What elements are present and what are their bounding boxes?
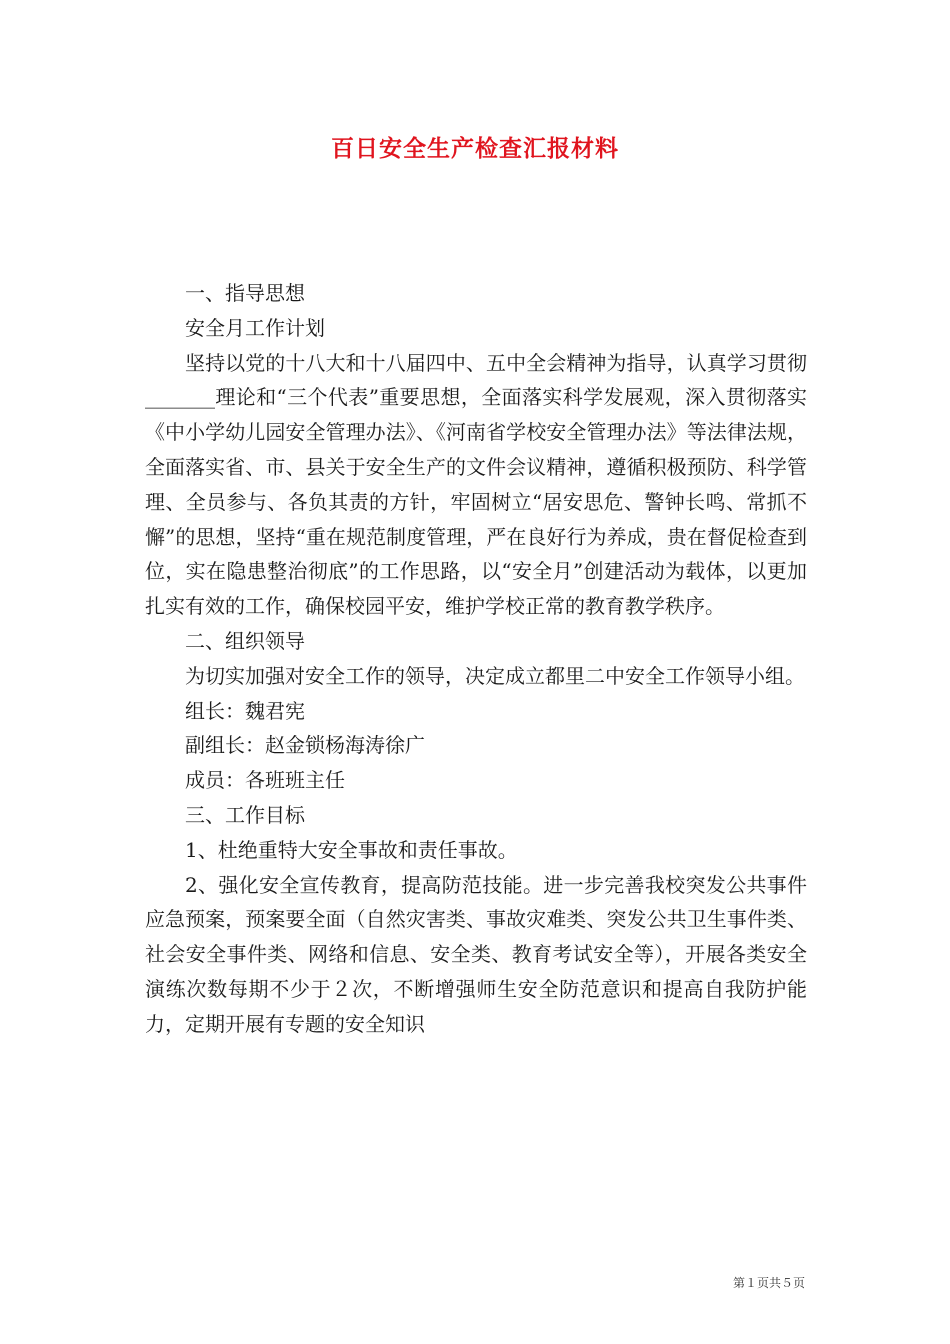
paragraph-guiding-content: 坚持以党的十八大和十八届四中、五中全会精神为指导，认真学习贯彻_______理论和“三个代表”重要思想，全面落实科学发展观，深入贯彻落实《中小学幼儿园安全管理办法》、《河南省学校安全管理办法》等法律法规，全面落实省、市、县关于安全生产的文件会议精神，遵循积极预防、科学管理、全员参与、各负其责的方针，牢固树立“居安思危、警钟长鸣、常抓不懈”的思想，坚持“重在规范制度管理，严在良好行为养成，贵在督促检查到位，实在隐患整治彻底”的工作思路，以“安全月”创建活动为载体，以更加扎实有效的工作，确保校园平安，维护学校正常的教育教学秩序。 — [145, 350, 807, 619]
paragraph-goal-2: 2、强化安全宣传教育，提高防范技能。进一步完善我校突发公共事件应急预案，预案要全面（自然灾害类、事故灾难类、突发公共卫生事件类、社会安全事件类、网络和信息、安全类、教育考试安全等），开展各类安全演练次数每期不少于２次，不断增强师生安全防范意识和提高自我防护能力，定期开展有专题的安全知识 — [145, 872, 807, 1036]
page-number-footer: 第１页共５页 — [732, 1276, 805, 1290]
paragraph-deputy-leaders: 副组长：赵金锁杨海涛徐广 — [185, 733, 425, 758]
document-title: 百日安全生产检查汇报材料 — [331, 135, 619, 162]
section-heading-goals: 三、工作目标 — [185, 802, 305, 827]
paragraph-goal-1: 1、杜绝重特大安全事故和责任事故。 — [185, 837, 518, 862]
document-body — [145, 276, 807, 1042]
section-heading-organization: 二、组织领导 — [185, 628, 305, 653]
section-heading-guiding-thought: 一、指导思想 — [185, 281, 305, 305]
paragraph-members: 成员：各班班主任 — [185, 768, 345, 793]
paragraph-team-leader: 组长：魏君宪 — [185, 698, 305, 723]
paragraph-organization-content: 为切实加强对安全工作的领导，决定成立都里二中安全工作领导小组。 — [185, 663, 805, 688]
paragraph-plan-title: 安全月工作计划 — [185, 315, 325, 340]
